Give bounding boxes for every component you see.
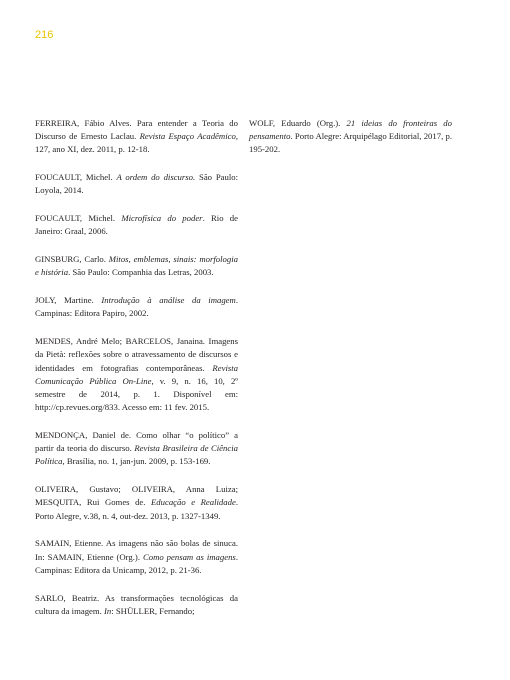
reference-text: . São Paulo: Companhia das Letras, 2003. xyxy=(68,267,214,278)
reference-title: Como pensam as imagens xyxy=(142,551,236,562)
reference-text: MENDONÇA, Daniel de. Como olhar “o político” a partir da teoria do discurso. xyxy=(35,430,238,454)
reference-text: WOLF, Eduardo (Org.). xyxy=(249,118,347,128)
reference-text: , Brasília, no. 1, jan-jun. 2009, p. 153-169. xyxy=(62,456,211,467)
page-number: 216 xyxy=(35,29,54,41)
reference-text: JOLY, Martine. xyxy=(35,295,102,306)
reference-entry xyxy=(35,171,238,197)
reference-title: In xyxy=(104,605,112,616)
reference-entry xyxy=(35,117,238,157)
reference-entry xyxy=(35,537,238,577)
reference-entry xyxy=(35,429,238,469)
reference-entry xyxy=(35,212,238,238)
reference-title: Revista Espaço Acadêmico xyxy=(139,131,236,142)
reference-text: , v. 9, n. 16, 10, 2º semestre de 2014, p. 1. Disponível em: http://cp.revues.org/833. Acesso em: 11 fev. 2015. xyxy=(35,375,238,413)
reference-text: OLIVEIRA, Gustavo; OLIVEIRA, Anna Luiza; MESQUITA, Rui Gomes de. xyxy=(35,484,238,508)
reference-entry xyxy=(35,253,238,279)
reference-title: Revista Brasileira de Ciência Política xyxy=(35,443,238,467)
reference-text: : SHÜLLER, Fernando; xyxy=(111,605,195,616)
reference-title: Revista Comunicação Pública On-Line xyxy=(35,362,238,386)
reference-text: SAMAIN, Etienne. As imagens não são bolas de sinuca. In: SAMAIN, Etienne (Org.). xyxy=(35,538,238,562)
reference-text: SARLO, Beatriz. As transformações tecnológicas da cultura da imagem. xyxy=(35,592,238,616)
reference-text: MENDES, André Melo; BARCELOS, Janaina. Imagens da Pietà: reflexões sobre o atravessamento de discursos e identidades em fotografias contemporâneas. xyxy=(35,336,238,373)
reference-entry xyxy=(35,483,238,523)
reference-text: FERREIRA, Fábio Alves. Para entender a Teoria do Discurso de Ernesto Laclau. xyxy=(35,118,238,142)
reference-text: , 127, ano XI, dez. 2011, p. 12-18. xyxy=(35,131,238,155)
reference-text: FOUCAULT, Michel. xyxy=(35,172,117,183)
reference-text: . Campinas: Editora Papiro, 2002. xyxy=(35,295,238,319)
reference-title: Educação e Realidade xyxy=(150,497,236,508)
reference-text: São Paulo: Loyola, 2014. xyxy=(35,172,239,196)
reference-entry xyxy=(35,294,238,320)
references-right-column xyxy=(249,117,452,171)
reference-entry xyxy=(35,335,238,414)
reference-text: GINSBURG, Carlo. xyxy=(35,254,109,265)
reference-text: . Porto Alegre: Arquipélago Editorial, 2017, p. 195-202. xyxy=(249,131,452,155)
reference-text: . Porto Alegre, v.38, n. 4, out-dez. 2013, p. 1327-1349. xyxy=(35,497,238,521)
reference-title: Mitos, emblemas, sinais: morfologia e história xyxy=(35,254,238,278)
reference-title: Microfísica do poder xyxy=(121,213,203,224)
reference-text: FOUCAULT, Michel. xyxy=(35,213,122,224)
reference-entry xyxy=(249,117,452,157)
reference-entry xyxy=(35,592,238,618)
reference-title: A ordem do discurso. xyxy=(116,172,196,183)
reference-text: . Campinas: Editora da Unicamp, 2012, p. 21-36. xyxy=(35,551,238,575)
reference-title: 21 ideias do fronteiras do pensamento xyxy=(249,118,452,142)
reference-text: . Rio de Janeiro: Graal, 2006. xyxy=(35,213,238,237)
references-left-column xyxy=(35,117,238,633)
reference-title: Introdução à análise da imagem xyxy=(101,295,236,306)
